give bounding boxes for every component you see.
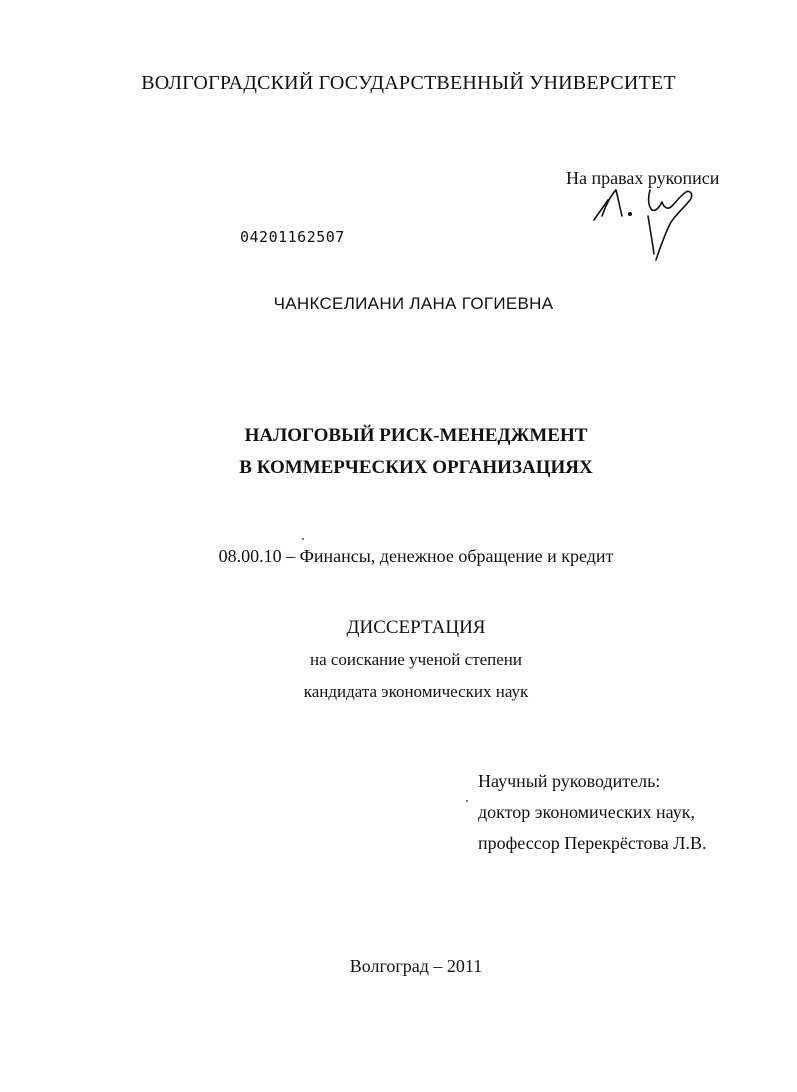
degree-line-2: кандидата экономических наук: [303, 682, 529, 701]
specialty-code: 08.00.10 – Финансы, денежное обращение и кредит: [218, 546, 614, 566]
author-name: ЧАНКСЕЛИАНИ ЛАНА ГОГИЕВНА: [273, 294, 554, 313]
city-year: Волгоград – 2011: [349, 956, 483, 976]
handwritten-signature: [590, 176, 710, 271]
manuscript-rights-note: На правах рукописи: [566, 168, 720, 188]
degree-heading: ДИССЕРТАЦИЯ: [346, 617, 486, 638]
degree-line-1: на соискание ученой степени: [309, 650, 523, 669]
scan-speck: [466, 800, 468, 802]
advisor-label: Научный руководитель:: [478, 771, 661, 791]
scientific-advisor: [478, 766, 707, 859]
scan-speck: [302, 538, 304, 540]
catalog-number: 04201162507: [240, 228, 345, 246]
advisor-degree: доктор экономических наук,: [478, 802, 695, 822]
dissertation-title: [0, 420, 797, 484]
title-line-1: НАЛОГОВЫЙ РИСК-МЕНЕДЖМЕНТ: [244, 425, 588, 446]
advisor-name: профессор Перекрёстова Л.В.: [478, 833, 707, 853]
degree-block: [0, 612, 797, 708]
university-name: ВОЛГОГРАДСКИЙ ГОСУДАРСТВЕННЫЙ УНИВЕРСИТЕТ: [141, 72, 676, 94]
title-line-2: В КОММЕРЧЕСКИХ ОРГАНИЗАЦИЯХ: [239, 457, 593, 478]
